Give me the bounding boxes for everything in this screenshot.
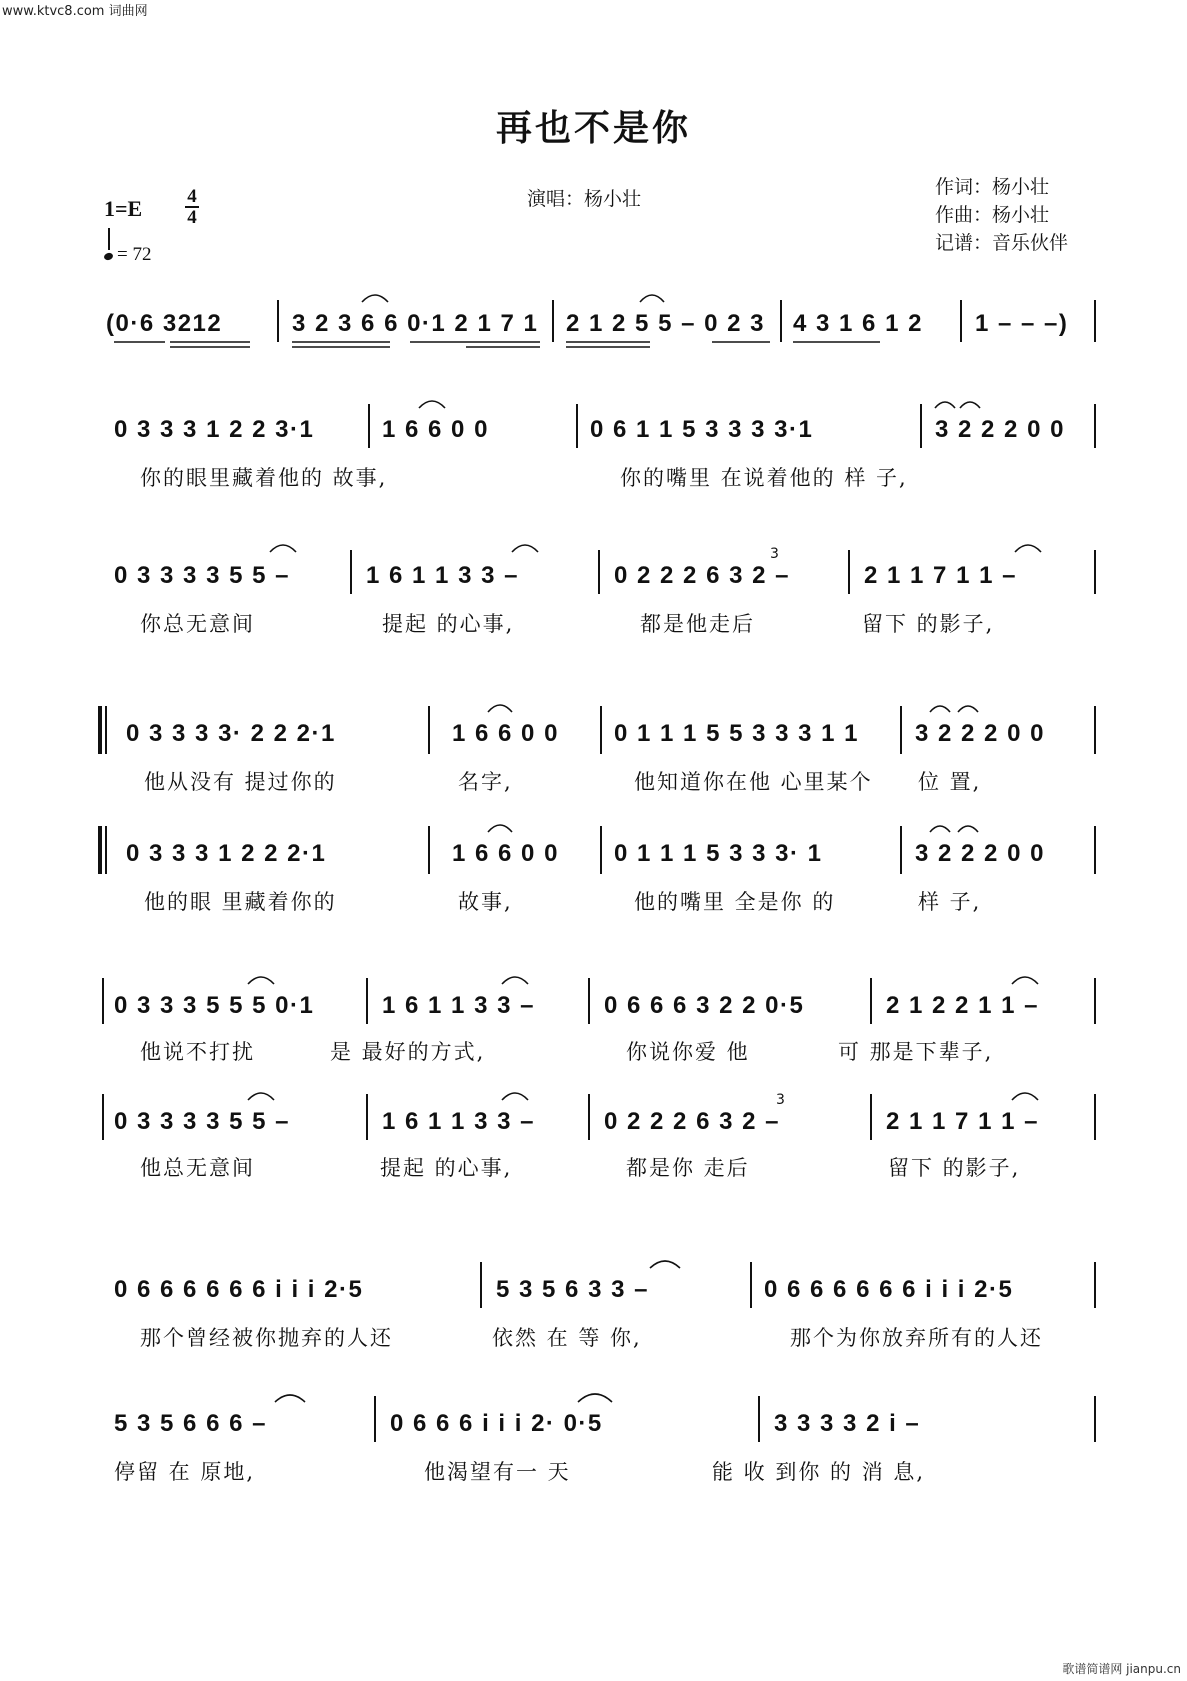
line-3-measure-4: 2 1 1 7 1 1 – xyxy=(864,562,1017,589)
time-signature-bottom: 4 xyxy=(187,207,197,228)
tie-arc xyxy=(958,706,978,712)
line-2-lyric-1: 你的眼里藏着他的 故事, xyxy=(140,466,388,490)
watermark-top: www.ktvc8.com 词曲网 xyxy=(2,4,148,19)
line-8-measure-1: 0 6 6 6 6 6 6 i i i 2·5 xyxy=(114,1276,364,1303)
lyricist-credit: 作词：杨小壮 xyxy=(935,176,1050,198)
line-4-lyric-2: 名字, xyxy=(458,770,513,794)
line-6-lyric-3: 你说你爱 他 xyxy=(626,1040,750,1064)
line-6-lyric-1: 他说不打扰 xyxy=(140,1040,255,1064)
tie-arc xyxy=(502,977,528,984)
line-4-measure-2: 1 6 6 0 0 xyxy=(452,720,559,747)
line-9-lyric-3: 能 收 到你 的 消 息, xyxy=(712,1460,926,1484)
line-3-lyric-4: 留下 的影子, xyxy=(862,612,995,636)
line-5-lyric-3: 他的嘴里 全是你 的 xyxy=(634,890,836,914)
line-8-lyric-2: 依然 在 等 你, xyxy=(492,1326,642,1350)
transcriber-credit: 记谱：音乐伙伴 xyxy=(935,232,1069,254)
line-3-lyric-2: 提起 的心事, xyxy=(382,612,515,636)
line-4-measure-3: 0 1 1 1 5 5 3 3 3 1 1 xyxy=(614,720,860,747)
line-5-measure-1: 0 3 3 3 1 2 2 2·1 xyxy=(126,840,327,867)
singer-credit: 演唱：杨小壮 xyxy=(527,188,642,210)
line-8-measure-2: 5 3 5 6 3 3 – xyxy=(496,1276,649,1303)
line-7-measure-4: 2 1 1 7 1 1 – xyxy=(886,1108,1039,1135)
time-signature-top: 4 xyxy=(187,186,197,207)
line-5-measure-3: 0 1 1 1 5 3 3 3· 1 xyxy=(614,840,823,867)
line-7-measure-2: 1 6 1 1 3 3 – xyxy=(382,1108,535,1135)
line-6-lyric-2: 是 最好的方式, xyxy=(330,1040,486,1064)
line-3-measure-2: 1 6 1 1 3 3 – xyxy=(366,562,519,589)
line-8-measure-3: 0 6 6 6 6 6 6 i i i 2·5 xyxy=(764,1276,1014,1303)
line-4-lyric-1: 他从没有 提过你的 xyxy=(144,770,337,794)
line-7-lyric-2: 提起 的心事, xyxy=(380,1156,513,1180)
line-2-measure-1: 0 3 3 3 1 2 2 3·1 xyxy=(114,416,315,443)
tie-arc xyxy=(578,1394,612,1402)
line-2-lyric-2: 你的嘴里 在说着他的 样 子, xyxy=(620,466,908,490)
tie-arc xyxy=(960,402,980,408)
line-6-measure-4: 2 1 2 2 1 1 – xyxy=(886,992,1039,1019)
line-9-measure-2: 0 6 6 6 i i i 2· 0·5 xyxy=(390,1410,603,1437)
line-7-lyric-1: 他总无意间 xyxy=(140,1156,255,1180)
line-7-lyric-4: 留下 的影子, xyxy=(888,1156,1021,1180)
key-signature: 1=E xyxy=(104,196,143,221)
line-6-measure-2: 1 6 1 1 3 3 – xyxy=(382,992,535,1019)
tie-arc xyxy=(930,706,950,712)
tempo-value: = 72 xyxy=(117,244,152,265)
line-1-measure-1: (0·6 3212 xyxy=(106,310,223,337)
line-5-measure-4: 3 2 2 2 0 0 xyxy=(915,840,1045,867)
tie-arc xyxy=(362,295,388,302)
line-3-lyric-1: 你总无意间 xyxy=(140,612,255,636)
line-9-lyric-2: 他渴望有一 天 xyxy=(424,1460,571,1484)
line-4-measure-1: 0 3 3 3 3· 2 2 2·1 xyxy=(126,720,336,747)
line-5-lyric-4: 样 子, xyxy=(918,890,982,914)
tie-arc xyxy=(275,1395,305,1402)
line-2-measure-4: 3 2 2 2 0 0 xyxy=(935,416,1065,443)
line-7-lyric-3: 都是你 走后 xyxy=(626,1156,750,1180)
tie-arc xyxy=(930,826,950,832)
line-4-lyric-3: 他知道你在他 心里某个 xyxy=(634,770,873,794)
line-2-measure-2: 1 6 6 0 0 xyxy=(382,416,489,443)
line-9-measure-1: 5 3 5 6 6 6 – xyxy=(114,1410,267,1437)
line-1-measure-2: 3 2 3 6 6 0·1 2 1 7 1 xyxy=(292,310,539,337)
line-5-lyric-1: 他的眼 里藏着你的 xyxy=(144,890,337,914)
song-title: 再也不是你 xyxy=(495,107,691,149)
tie-arc xyxy=(419,401,445,408)
tie-arc xyxy=(935,402,955,408)
tie-arc xyxy=(958,826,978,832)
line-3-lyric-3: 都是他走后 xyxy=(640,612,755,636)
tie-arc xyxy=(248,977,274,984)
tie-arc xyxy=(270,545,296,552)
tie-arc xyxy=(488,705,512,712)
line-9-measure-3: 3 3 3 3 2 i – xyxy=(774,1410,921,1437)
line-4-lyric-4: 位 置, xyxy=(918,770,982,794)
tie-arc xyxy=(1012,977,1038,984)
line-6-measure-1: 0 3 3 3 5 5 5 0·1 xyxy=(114,992,315,1019)
line-1-measure-5: 1 – – –) xyxy=(975,310,1069,337)
tie-arc xyxy=(502,1093,528,1100)
triplet-mark: 3 xyxy=(770,546,779,562)
line-2-measure-3: 0 6 1 1 5 3 3 3 3·1 xyxy=(590,416,814,443)
tie-arc xyxy=(640,295,664,302)
tie-arc xyxy=(1015,545,1041,552)
composer-credit: 作曲：杨小壮 xyxy=(935,204,1050,226)
line-1-measure-3: 2 1 2 5 5 – 0 2 3 xyxy=(566,310,765,337)
line-1-measure-4: 4 3 1 6 1 2 xyxy=(793,310,923,337)
line-5-lyric-2: 故事, xyxy=(458,890,513,914)
line-5-measure-2: 1 6 6 0 0 xyxy=(452,840,559,867)
tie-arc xyxy=(248,1093,274,1100)
line-4-measure-4: 3 2 2 2 0 0 xyxy=(915,720,1045,747)
tie-arc xyxy=(512,545,538,552)
line-9-lyric-1: 停留 在 原地, xyxy=(114,1460,256,1484)
line-6-measure-3: 0 6 6 6 3 2 2 0·5 xyxy=(604,992,805,1019)
tie-arc xyxy=(1012,1093,1038,1100)
tie-arc xyxy=(650,1261,680,1268)
watermark-bottom: 歌谱简谱网 jianpu.cn xyxy=(1062,1662,1181,1676)
line-8-lyric-1: 那个曾经被你抛弃的人还 xyxy=(140,1326,393,1350)
line-7-measure-1: 0 3 3 3 3 5 5 – xyxy=(114,1108,290,1135)
line-3-measure-3: 0 2 2 2 6 3 2 – xyxy=(614,562,790,589)
tie-arc xyxy=(488,825,512,832)
line-6-lyric-4: 可 那是下辈子, xyxy=(838,1040,994,1064)
line-7-measure-3: 0 2 2 2 6 3 2 – xyxy=(604,1108,780,1135)
line-3-measure-1: 0 3 3 3 3 5 5 – xyxy=(114,562,290,589)
triplet-mark: 3 xyxy=(776,1092,785,1108)
line-8-lyric-3: 那个为你放弃所有的人还 xyxy=(790,1326,1043,1350)
